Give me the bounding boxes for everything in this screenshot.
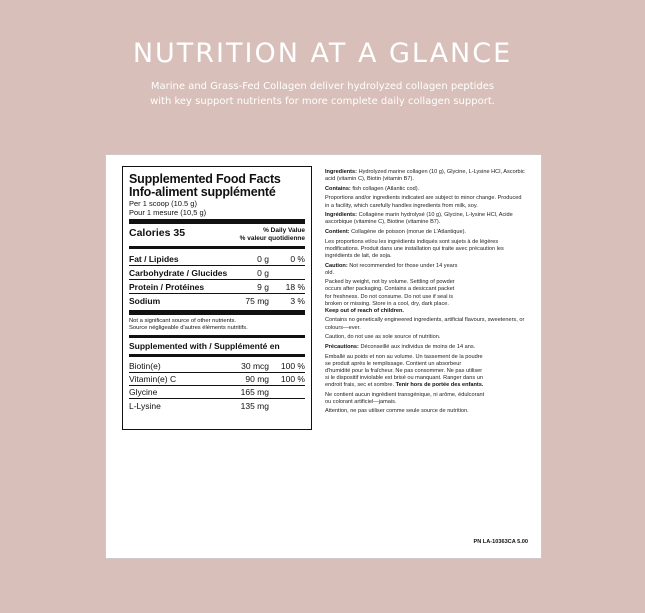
- supplement-name: Biotin(e): [129, 361, 161, 371]
- divider: [129, 219, 305, 224]
- nutrient-percent: 3 %: [290, 296, 305, 306]
- nutrient-note: [129, 318, 305, 332]
- nutrient-amount: 9 g: [257, 281, 269, 292]
- calories-row: [129, 227, 305, 243]
- serving-size-fr: Pour 1 mesure (10,5 g): [129, 208, 207, 217]
- supplement-row-vitamin-c: [129, 373, 305, 386]
- calories-label: Calories 35: [129, 227, 186, 239]
- supplement-amount: 90 mg: [245, 374, 269, 384]
- packed-fr: Emballé au poids et non au volume. Un tassement de la poudre se produit après le remplissage. Contient un absorbeur d'humidité pour la fraîcheur. Ne pas consommer. Ne pas utiliser si le dispositif inviolable est brisé ou manquant. Ranger dans un endroit frais, sec et sombre. Tenir hors de portée des enfants.: [325, 353, 484, 388]
- nutrient-row-sodium: [129, 294, 305, 308]
- gmo-en: Contains no genetically engineered ingredients, artificial flavours, sweeteners, or colours—ever.: [325, 317, 525, 331]
- sole-source-fr: Attention, ne pas utiliser comme seule source de nutrition.: [325, 408, 469, 415]
- nutrient-percent: 18 %: [285, 281, 305, 292]
- nutrient-name: Carbohydrate / Glucides: [129, 267, 228, 278]
- ingredients-en: Ingredients: Hydrolyzed marine collagen (10 g), Glycine, L-Lysine HCl, Ascorbic acid (vitamin C), Biotin (vitamin B7).: [325, 169, 525, 183]
- supplement-name: Vitamin(e) C: [129, 374, 177, 384]
- nutrient-percent: 0 %: [290, 253, 305, 264]
- proportions-en: Proportions and/or ingredients indicated are subject to minor change. Produced in a facility, which carefully handles ingredients from milk, soy.: [325, 195, 522, 209]
- contains-en: Contains: fish collagen (Atlantic cod).: [325, 185, 420, 192]
- divider: [129, 310, 305, 315]
- supplemented-heading: Supplemented with / Supplémenté en: [129, 341, 280, 351]
- page-title: NUTRITION AT A GLANCE: [132, 38, 513, 69]
- precautions-fr: Précautions: Déconseillé aux individus de moins de 14 ans.: [325, 343, 476, 350]
- caution-en: Caution: Not recommended for those under 14 years old.: [325, 262, 458, 276]
- serving-size-en: Per 1 scoop (10.5 g): [129, 199, 197, 208]
- gmo-fr: Ne contient aucun ingrédient transgénique, ni arôme, édulcorant ou colorant artificiel—jamais.: [325, 391, 485, 405]
- divider: [129, 335, 305, 338]
- nutrient-amount: 0 g: [257, 253, 269, 264]
- nutrient-name: Protein / Protéines: [129, 281, 205, 292]
- supplement-row-glycine: [129, 386, 305, 399]
- divider: [129, 246, 305, 249]
- facts-title-fr: Info-aliment supplémenté: [129, 185, 276, 199]
- proportions-fr: Les proportions et/ou les ingrédients indiqués sont sujets à de légères modifications. Produit dans une installation qui traite avec précaution les ingrédients de lait, de soja.: [325, 238, 504, 259]
- sole-source-en: Caution, do not use as sole source of nutrition.: [325, 334, 441, 341]
- page-subtitle: Marine and Grass-Fed Collagen deliver hydrolyzed collagen peptides with key support nutrients for more complete daily collagen support.: [150, 81, 495, 107]
- supplement-amount: 30 mcg: [241, 361, 269, 371]
- nutrient-note-en: Not a significant source of other nutrients.: [129, 318, 236, 324]
- packed-en: Packed by weight, not by volume. Settling of powder occurs after packaging. Contains a desiccant packet for freshness. Do not consume. Do not use if seal is broken or missing. Store in a cool, dry, dark place. Keep out of reach of children.: [325, 279, 455, 314]
- supplement-amount: 135 mg: [240, 400, 269, 411]
- nutrient-row-carbohydrate: [129, 266, 305, 280]
- supplement-percent: 100 %: [280, 361, 305, 371]
- nutrient-amount: 75 mg: [245, 296, 269, 306]
- supplement-percent: 100 %: [280, 374, 305, 384]
- nutrient-row-fat: [129, 252, 305, 266]
- supplement-name: L-Lysine: [129, 400, 161, 411]
- facts-title-en: Supplemented Food Facts: [129, 172, 281, 186]
- contains-fr: Contient: Collagène de poisson (morue de L'Atlantique).: [325, 229, 466, 236]
- supplement-name: Glycine: [129, 387, 158, 397]
- nutrient-amount: 0 g: [257, 267, 269, 278]
- daily-value-heading: [240, 227, 305, 243]
- nutrient-row-protein: [129, 280, 305, 294]
- supplement-amount: 165 mg: [240, 387, 269, 397]
- daily-value-fr: % valeur quotidienne: [239, 235, 305, 242]
- supplement-row-biotin: [129, 360, 305, 373]
- supplemented-food-facts-panel: [122, 166, 312, 430]
- nutrition-label-card: [105, 154, 542, 559]
- nutrient-name: Fat / Lipides: [129, 253, 179, 264]
- daily-value-en: % Daily Value: [263, 227, 305, 234]
- nutrient-note-fr: Source négligeable d'autres éléments nutritifs.: [129, 325, 248, 331]
- supplement-row-l-lysine: [129, 399, 305, 412]
- part-number: PN LA-10363CA 5.00: [473, 539, 528, 545]
- ingredients-fr: Ingrédients: Collagène marin hydrolysé (10 g), Glycine, L-lysine HCl, Acide ascorbique (vitamine C), Biotine (vitamine B7).: [325, 212, 513, 226]
- divider: [129, 354, 305, 357]
- label-text-column: [325, 169, 525, 418]
- nutrient-name: Sodium: [129, 296, 161, 306]
